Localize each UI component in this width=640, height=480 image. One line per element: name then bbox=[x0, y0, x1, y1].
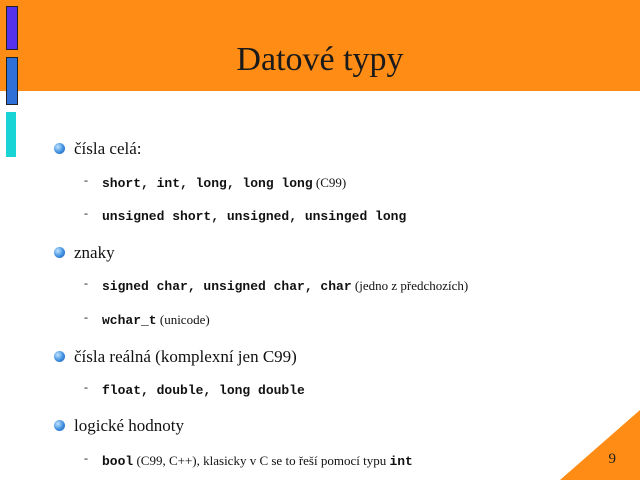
note-text: (C99) bbox=[315, 175, 347, 190]
dash-icon: - bbox=[84, 310, 88, 324]
code-text: wchar_t bbox=[102, 313, 157, 328]
note-text: (jedno z předchozích) bbox=[354, 278, 469, 293]
code-text: unsigned short, unsigned, unsinged long bbox=[102, 209, 407, 224]
decorative-bar-cyan bbox=[6, 112, 16, 157]
dash-icon: - bbox=[84, 206, 88, 220]
bullet-label: znaky bbox=[74, 243, 115, 262]
code-text: signed char, unsigned char, char bbox=[102, 279, 352, 294]
page-number: 9 bbox=[608, 451, 616, 467]
note-text: (unicode) bbox=[159, 312, 210, 327]
dash-icon: - bbox=[84, 276, 88, 290]
dash-icon: - bbox=[84, 173, 88, 187]
code-text: short, int, long, long long bbox=[102, 176, 313, 191]
slide-title: Datové typy bbox=[236, 41, 404, 78]
note-text: (C99, C++), klasicky v C se to řeší pomocí typu bbox=[136, 453, 387, 468]
code-text: int bbox=[389, 454, 413, 469]
dash-icon: - bbox=[84, 451, 88, 465]
bullet-label: čísla reálná (komplexní jen C99) bbox=[74, 347, 297, 366]
bullet-label: logické hodnoty bbox=[74, 416, 185, 435]
bullet-label: čísla celá: bbox=[74, 139, 142, 158]
corner-decoration bbox=[560, 410, 640, 480]
bullet-icon bbox=[54, 247, 65, 258]
bullet-icon bbox=[54, 420, 65, 431]
bullet-icon bbox=[54, 143, 65, 154]
bullet-icon bbox=[54, 351, 65, 362]
code-text: bool bbox=[102, 454, 134, 469]
dash-icon: - bbox=[84, 380, 88, 394]
code-text: float, double, long double bbox=[102, 383, 305, 398]
